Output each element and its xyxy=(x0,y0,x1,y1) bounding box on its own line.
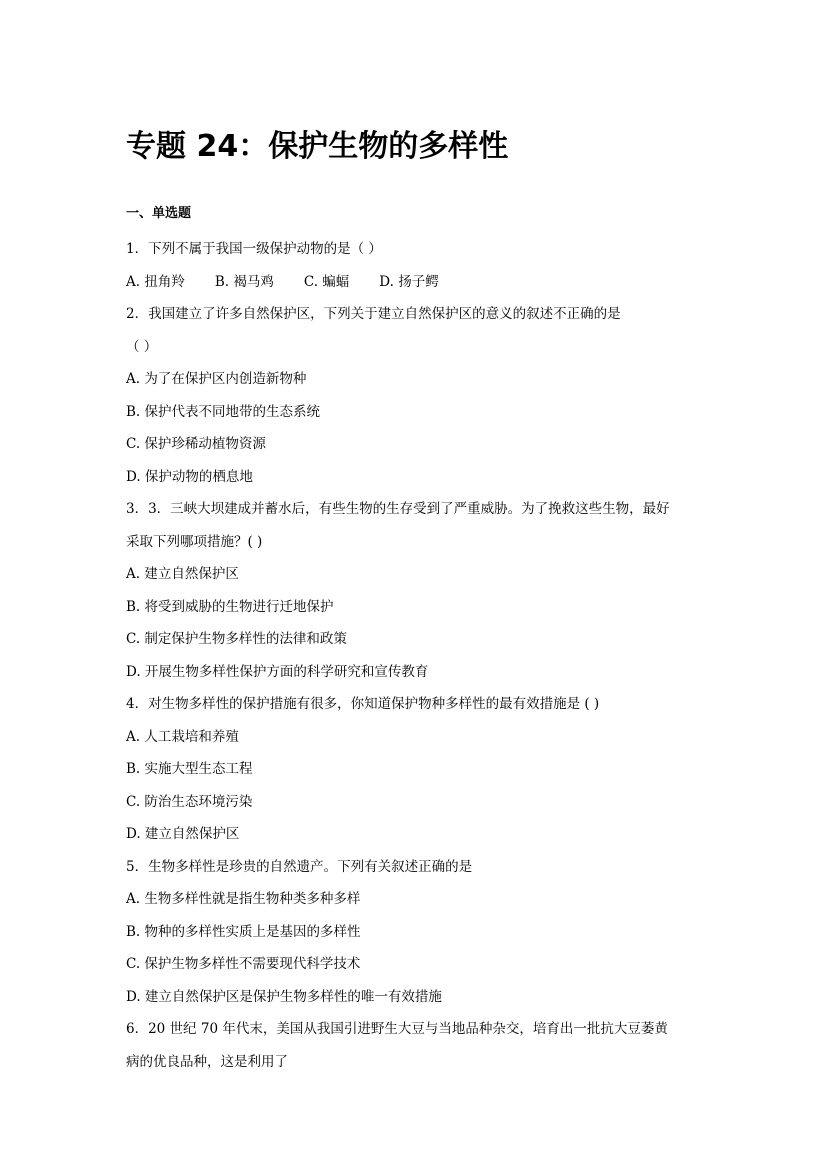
option-c: C. 防治生态环境污染 xyxy=(126,793,253,810)
page-title: 专题 24：保护生物的多样性 xyxy=(126,129,509,164)
option-b: B. 物种的多样性实质上是基因的多样性 xyxy=(126,923,361,940)
option-c: C. 保护珍稀动植物资源 xyxy=(126,436,266,452)
section-heading: 一、单选题 xyxy=(126,206,192,221)
option-a: A. 建立自然保护区 xyxy=(126,566,239,582)
question-list xyxy=(126,233,706,1078)
question-3-stem: 3．3．三峡大坝建成并蓄水后，有些生物的生存受到了严重威胁。为了挽救这些生物，最好 xyxy=(126,501,670,517)
question-3-stem-cont: 采取下列哪项措施？( ) xyxy=(126,533,263,550)
option-b: B. 保护代表不同地带的生态系统 xyxy=(126,403,321,420)
option-c: C. 蝙蝠 xyxy=(303,273,350,290)
option-d: D. 建立自然保护区 xyxy=(126,826,240,842)
option-a: A. 为了在保护区内创造新物种 xyxy=(126,371,307,387)
option-a: A. 人工栽培和养殖 xyxy=(126,728,239,745)
option-b: B. 褐马鸡 xyxy=(214,273,274,290)
question-5-stem: 5．生物多样性是珍贵的自然遗产。下列有关叙述正确的是 xyxy=(126,858,473,875)
question-6-stem: 6．20 世纪 70 年代末，美国从我国引进野生大豆与当地品种杂交，培育出一批抗大豆萎黄 xyxy=(126,1021,668,1037)
option-a: A. 生物多样性就是指生物种类多种多样 xyxy=(126,891,361,907)
question-2-stem-cont: （ ） xyxy=(126,338,158,355)
option-c: C. 保护生物多样性不需要现代科学技术 xyxy=(126,956,361,972)
option-a: A. 扭角羚 xyxy=(126,273,185,290)
question-2-stem: 2．我国建立了许多自然保护区，下列关于建立自然保护区的意义的叙述不正确的是 xyxy=(126,306,621,322)
option-b: B. 实施大型生态工程 xyxy=(126,761,253,777)
option-d: D. 保护动物的栖息地 xyxy=(126,468,253,485)
option-d: D. 开展生物多样性保护方面的科学研究和宣传教育 xyxy=(126,663,429,680)
question-4-stem: 4．对生物多样性的保护措施有很多，你知道保护物种多样性的最有效措施是 ( ) xyxy=(126,696,600,712)
question-1-options xyxy=(126,266,706,299)
option-b: B. 将受到威胁的生物进行迁地保护 xyxy=(126,598,334,615)
question-6-stem-cont: 病的优良品种，这是利用了 xyxy=(126,1053,288,1070)
option-c: C. 制定保护生物多样性的法律和政策 xyxy=(126,631,347,647)
question-1-stem: 1．下列不属于我国一级保护动物的是（ ） xyxy=(126,241,382,257)
option-d: D. 扬子鳄 xyxy=(379,273,439,290)
option-d: D. 建立自然保护区是保护生物多样性的唯一有效措施 xyxy=(126,988,442,1005)
